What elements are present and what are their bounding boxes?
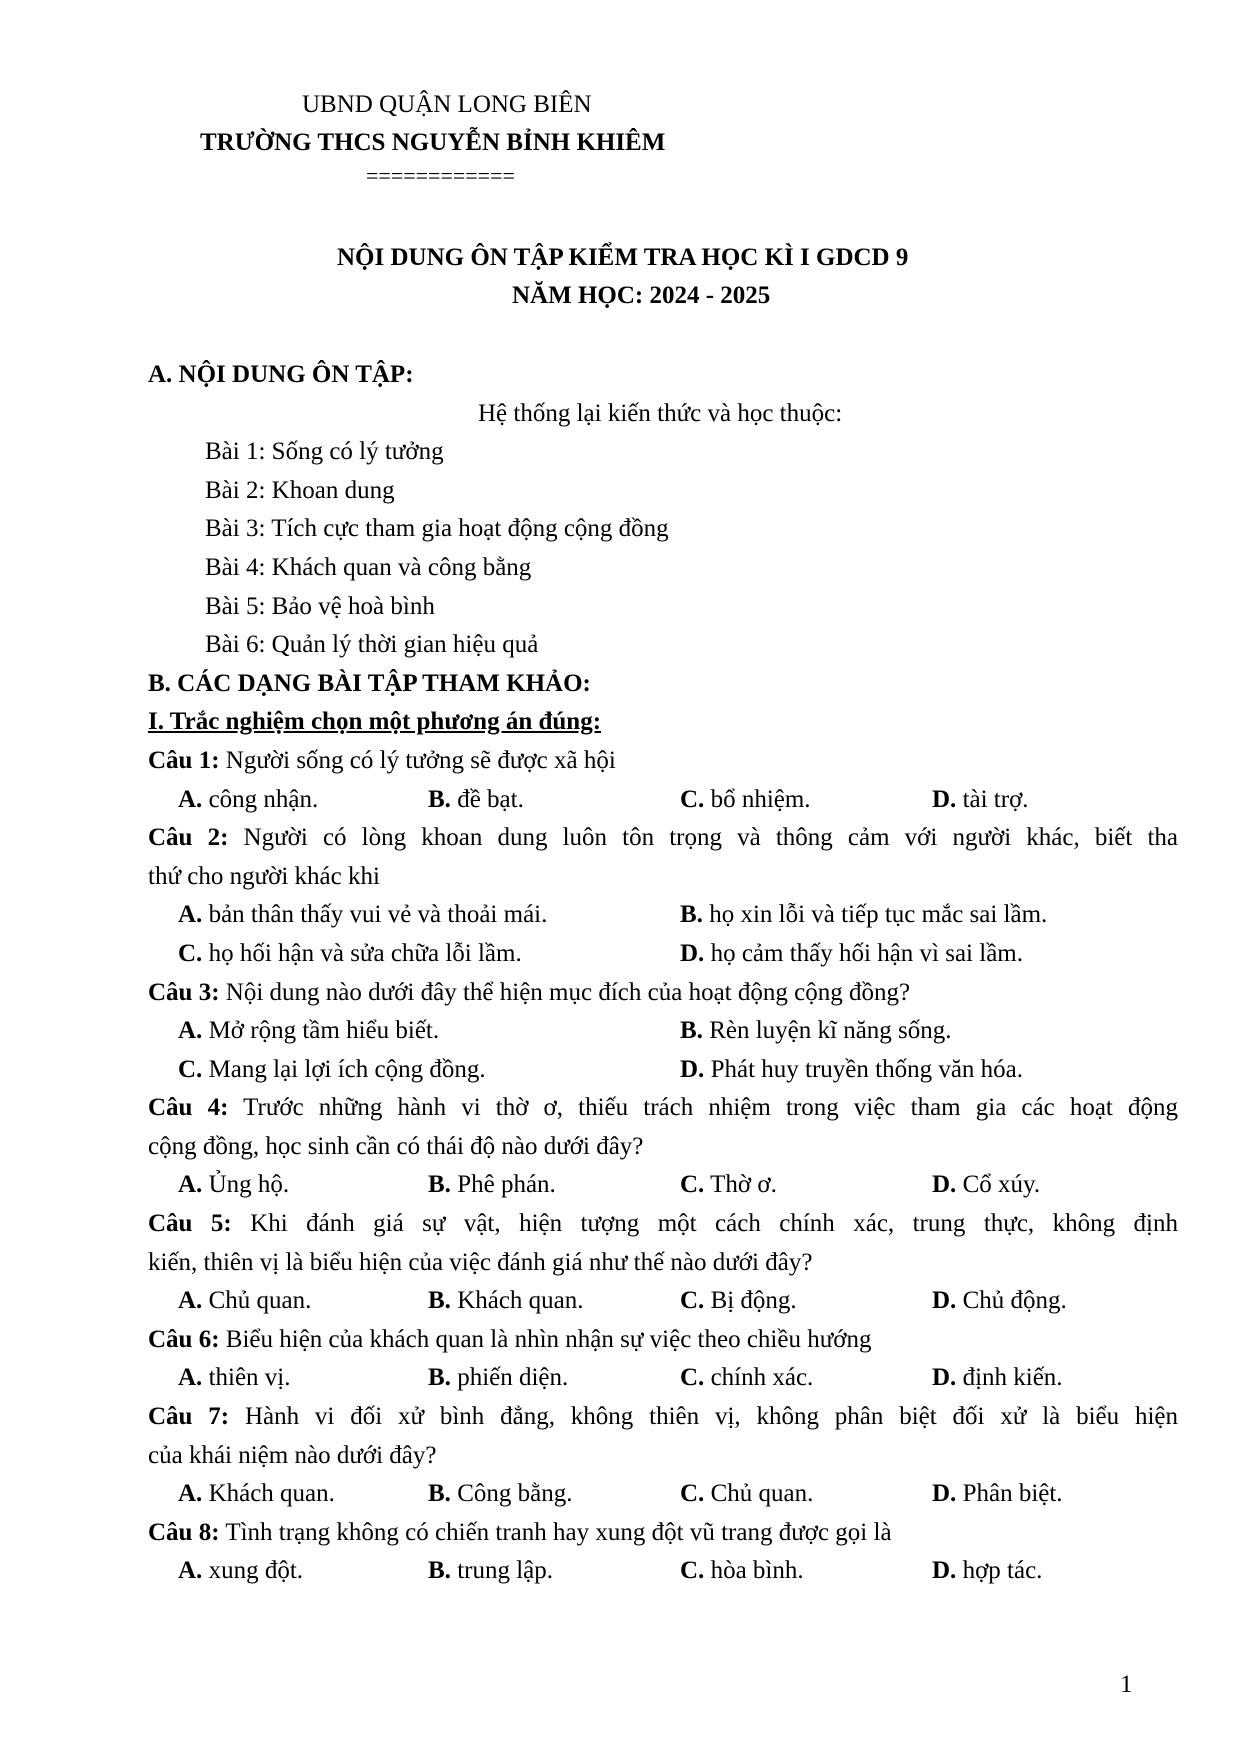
option-c: C. Thờ ơ. [680, 1171, 777, 1199]
question-text: Biểu hiện của khách quan là nhìn nhận sự việc theo chiều hướng [219, 1325, 872, 1353]
question-7-options [148, 1475, 1178, 1514]
question-text: Hành vi đối xử bình đẳng, không thiên vị, không phân biệt đối xử là biểu hiện [229, 1403, 1178, 1431]
question-2-options-row2 [148, 935, 1178, 974]
option-a: A. Ủng hộ. [178, 1171, 290, 1199]
option-b: B. Khách quan. [428, 1287, 584, 1315]
option-d: D. Phát huy truyền thống văn hóa. [680, 1055, 1024, 1083]
lesson-item: Bài 2: Khoan dung [205, 476, 395, 504]
lesson-item: Bài 1: Sống có lý tưởng [205, 438, 444, 466]
question-7 [148, 1398, 1178, 1437]
question-7-continued: của khái niệm nào dưới đây? [148, 1441, 437, 1469]
option-a: A. Chủ quan. [178, 1287, 312, 1315]
question-6-options [148, 1359, 1178, 1398]
option-b: B. họ xin lỗi và tiếp tục mắc sai lầm. [680, 901, 1048, 929]
option-a: A. Mở rộng tầm hiểu biết. [178, 1017, 440, 1045]
option-d: D. Chủ động. [932, 1287, 1067, 1315]
question-text: Khi đánh giá sự vật, hiện tượng một cách chính xác, trung thực, không định [231, 1210, 1178, 1238]
document-title: NỘI DUNG ÔN TẬP KIỂM TRA HỌC KÌ I GDCD 9 [337, 244, 909, 271]
option-b: B. phiến diện. [428, 1364, 569, 1392]
question-1-options [148, 781, 1178, 820]
question-2-continued: thứ cho người khác khi [148, 862, 380, 890]
question-5-options [148, 1282, 1178, 1321]
option-a: A. xung đột. [178, 1557, 304, 1585]
lesson-item: Bài 4: Khách quan và công bằng [205, 553, 532, 581]
option-b: B. đề bạt. [428, 785, 524, 813]
option-d: D. định kiến. [932, 1364, 1063, 1392]
question-2 [148, 819, 1178, 858]
option-d: D. họ cảm thấy hối hận vì sai lầm. [680, 939, 1023, 967]
question-label: Câu 7: [148, 1403, 230, 1431]
question-4-options [148, 1166, 1178, 1205]
question-label: Câu 5: [148, 1210, 232, 1238]
option-c: C. hòa bình. [680, 1557, 804, 1585]
question-1 [148, 742, 1178, 781]
lesson-item: Bài 5: Bảo vệ hoà bình [205, 592, 435, 620]
section-a [148, 356, 1178, 1591]
school-name: TRƯỜNG THCS NGUYỄN BỈNH KHIÊM [200, 129, 666, 156]
question-text: Tình trạng không có chiến tranh hay xung đột vũ trang được gọi là [219, 1518, 892, 1546]
question-text: Trước những hành vi thờ ơ, thiếu trách nhiệm trong việc tham gia các hoạt động [228, 1094, 1178, 1122]
question-4 [148, 1089, 1178, 1128]
option-c: C. Chủ quan. [680, 1480, 814, 1508]
question-label: Câu 8: [148, 1518, 220, 1546]
question-text: Người có lòng khoan dung luôn tôn trọng và thông cảm với người khác, biết tha [228, 824, 1178, 852]
page-number: 1 [1120, 1671, 1133, 1698]
question-label: Câu 4: [148, 1094, 229, 1122]
option-c: C. Mang lại lợi ích cộng đồng. [178, 1055, 486, 1083]
section-b-heading: B. CÁC DẠNG BÀI TẬP THAM KHẢO: [148, 669, 591, 697]
part-1-heading: I. Trắc nghiệm chọn một phương án đúng: [148, 708, 602, 736]
question-text: Nội dung nào dưới đây thể hiện mục đích của hoạt động cộng đồng? [219, 978, 911, 1006]
question-6 [148, 1321, 1178, 1360]
question-3 [148, 974, 1178, 1013]
question-5-continued: kiến, thiên vị là biểu hiện của việc đánh giá như thế nào dưới đây? [148, 1248, 813, 1276]
question-text: Người sống có lý tưởng sẽ được xã hội [219, 746, 616, 774]
question-5 [148, 1205, 1178, 1244]
question-4-continued: cộng đồng, học sinh cần có thái độ nào dưới đây? [148, 1132, 644, 1160]
school-year: NĂM HỌC: 2024 - 2025 [512, 282, 771, 309]
option-d: D. hợp tác. [932, 1557, 1043, 1585]
option-c: C. chính xác. [680, 1364, 814, 1392]
option-d: D. Phân biệt. [932, 1480, 1063, 1508]
option-c: C. bổ nhiệm. [680, 785, 811, 813]
option-a: A. thiên vị. [178, 1364, 291, 1392]
option-a: A. Khách quan. [178, 1480, 335, 1508]
option-c: C. Bị động. [680, 1287, 797, 1315]
section-a-heading: A. NỘI DUNG ÔN TẬP: [148, 361, 414, 388]
question-3-options-row2 [148, 1051, 1178, 1090]
question-label: Câu 6: [148, 1325, 220, 1353]
question-label: Câu 3: [148, 978, 220, 1006]
question-label: Câu 2: [148, 824, 229, 852]
option-b: B. Công bằng. [428, 1480, 573, 1508]
option-d: D. Cổ xúy. [932, 1171, 1041, 1199]
option-d: D. tài trợ. [932, 785, 1029, 813]
option-a: A. bản thân thấy vui vẻ và thoải mái. [178, 901, 548, 929]
question-2-options-row1 [148, 896, 1178, 935]
lesson-item: Bài 3: Tích cực tham gia hoạt động cộng đồng [205, 515, 669, 543]
lesson-item: Bài 6: Quản lý thời gian hiệu quả [205, 631, 539, 659]
question-3-options-row1 [148, 1012, 1178, 1051]
question-8-options [148, 1552, 1178, 1591]
question-8 [148, 1514, 1178, 1553]
question-label: Câu 1: [148, 746, 220, 774]
header-divider: ============ [366, 163, 515, 188]
option-a: A. công nhận. [178, 785, 319, 813]
option-b: B. Phê phán. [428, 1171, 556, 1199]
district-name: UBND QUẬN LONG BIÊN [302, 91, 592, 118]
option-b: B. trung lập. [428, 1557, 554, 1585]
option-b: B. Rèn luyện kĩ năng sống. [680, 1017, 952, 1045]
option-c: C. họ hối hận và sửa chữa lỗi lầm. [178, 939, 522, 967]
section-a-intro: Hệ thống lại kiến thức và học thuộc: [478, 399, 843, 427]
